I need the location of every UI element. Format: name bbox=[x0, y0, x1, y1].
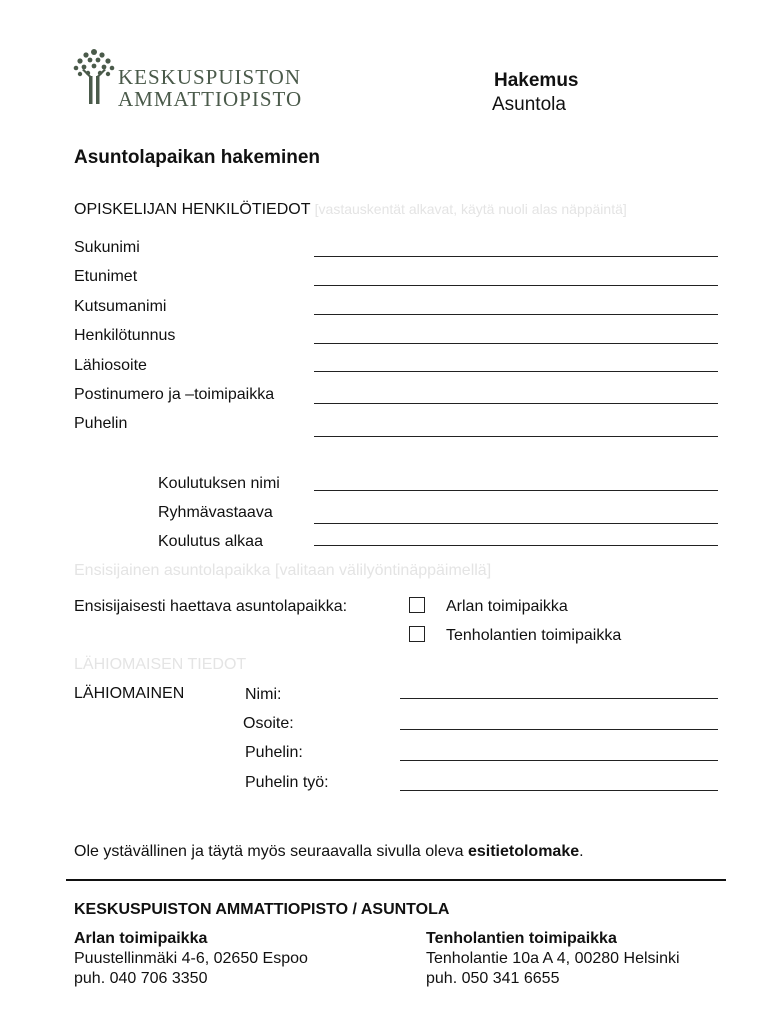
label-ryhmavastaava: Ryhmävastaava bbox=[158, 504, 273, 521]
footer-divider bbox=[66, 879, 726, 881]
field-koulutus-alkaa[interactable] bbox=[314, 545, 718, 546]
field-relative-name[interactable] bbox=[400, 698, 718, 699]
label-relative-address: Osoite: bbox=[243, 715, 294, 732]
label-puhelin: Puhelin bbox=[74, 415, 128, 432]
option-arla-label: Arlan toimipaikka bbox=[446, 598, 568, 615]
logo-line-2: AMMATTIOPISTO bbox=[118, 87, 303, 111]
field-postinumero[interactable] bbox=[314, 403, 718, 404]
relative-hint: LÄHIOMAISEN TIEDOT bbox=[74, 656, 247, 673]
label-kutsumanimi: Kutsumanimi bbox=[74, 298, 167, 315]
student-hint: [vastauskentät alkavat, käytä nuoli alas näppäintä] bbox=[314, 201, 627, 217]
checkbox-tenholantie[interactable] bbox=[409, 626, 425, 642]
label-etunimet: Etunimet bbox=[74, 268, 138, 285]
location-address: Puustellinmäki 4-6, 02650 Espoo bbox=[74, 950, 308, 967]
field-relative-work-phone[interactable] bbox=[400, 790, 718, 791]
document-subtitle: Asuntola bbox=[492, 94, 566, 115]
student-heading-label: OPISKELIJAN HENKILÖTIEDOT bbox=[74, 201, 311, 218]
location-name: Arlan toimipaikka bbox=[74, 930, 208, 947]
field-henkilotunnus[interactable] bbox=[314, 343, 718, 344]
note-emphasis: esitietolomake bbox=[467, 843, 580, 860]
field-relative-address[interactable] bbox=[400, 729, 718, 730]
document-title: Hakemus bbox=[494, 70, 579, 91]
note bbox=[74, 843, 584, 861]
note-end: . bbox=[579, 843, 584, 860]
field-ryhmavastaava[interactable] bbox=[314, 523, 718, 524]
label-postinumero: Postinumero ja –toimipaikka bbox=[74, 386, 275, 403]
label-relative-name: Nimi: bbox=[245, 686, 282, 703]
label-henkilotunnus: Henkilötunnus bbox=[74, 327, 176, 344]
label-sukunimi: Sukunimi bbox=[74, 239, 140, 256]
field-koulutuksen-nimi[interactable] bbox=[314, 490, 718, 491]
label-relative-phone: Puhelin: bbox=[245, 744, 303, 761]
location-phone: puh. 040 706 3350 bbox=[74, 970, 208, 987]
student-heading bbox=[74, 200, 627, 219]
field-lahiosoite[interactable] bbox=[314, 371, 718, 372]
footer-org: KESKUSPUISTON AMMATTIOPISTO / ASUNTOLA bbox=[74, 901, 450, 918]
relative-label: LÄHIOMAINEN bbox=[74, 685, 185, 702]
checkbox-arla[interactable] bbox=[409, 597, 425, 613]
logo-line-1: KESKUSPUISTON bbox=[118, 65, 301, 89]
dorm-hint: Ensisijainen asuntolapaikka [valitaan välilyöntinäppäimellä] bbox=[74, 562, 492, 579]
location-phone: puh. 050 341 6655 bbox=[426, 970, 560, 987]
note-text: Ole ystävällinen ja täytä myös seuraavalla sivulla oleva bbox=[74, 843, 468, 860]
label-koulutus-alkaa: Koulutus alkaa bbox=[158, 533, 263, 550]
field-relative-phone[interactable] bbox=[400, 760, 718, 761]
label-relative-work-phone: Puhelin työ: bbox=[245, 774, 329, 791]
field-kutsumanimi[interactable] bbox=[314, 314, 718, 315]
form-title: Asuntolapaikan hakeminen bbox=[74, 147, 321, 168]
location-address: Tenholantie 10a A 4, 00280 Helsinki bbox=[426, 950, 680, 967]
dorm-question: Ensisijaisesti haettava asuntolapaikka: bbox=[74, 598, 348, 615]
field-etunimet[interactable] bbox=[314, 285, 718, 286]
field-puhelin[interactable] bbox=[314, 436, 718, 437]
option-tenholantie-label: Tenholantien toimipaikka bbox=[446, 627, 622, 644]
label-koulutuksen-nimi: Koulutuksen nimi bbox=[158, 475, 280, 492]
label-lahiosoite: Lähiosoite bbox=[74, 357, 147, 374]
location-name: Tenholantien toimipaikka bbox=[426, 930, 617, 947]
field-sukunimi[interactable] bbox=[314, 256, 718, 257]
tree-icon bbox=[72, 46, 118, 108]
logo bbox=[72, 46, 322, 110]
